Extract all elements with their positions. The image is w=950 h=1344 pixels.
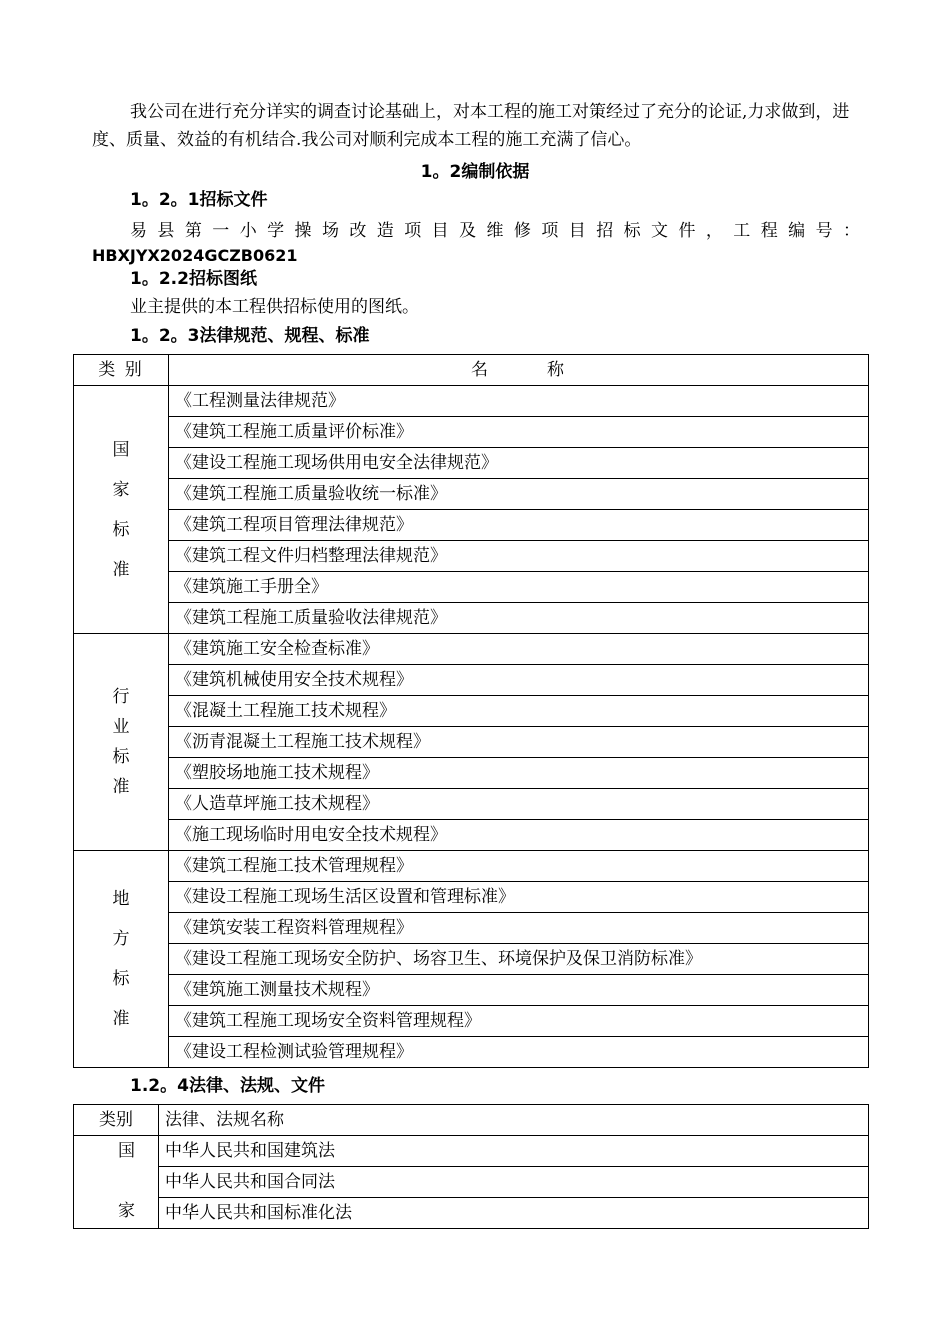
standard-item: 《建设工程施工现场供用电安全法律规范》 — [169, 448, 869, 479]
standard-item: 《建筑施工手册全》 — [169, 572, 869, 603]
table-row — [74, 1006, 869, 1037]
standard-item: 《人造草坪施工技术规程》 — [169, 789, 869, 820]
law-item: 中华人民共和国标准化法 — [159, 1198, 869, 1229]
table-row — [74, 386, 869, 417]
table-row — [74, 572, 869, 603]
project-code: HBXJYX2024GCZB0621 — [92, 246, 298, 265]
standard-item: 《施工现场临时用电安全技术规程》 — [169, 820, 869, 851]
standard-item: 《建筑安装工程资料管理规程》 — [169, 913, 869, 944]
table-row — [74, 1167, 869, 1198]
standard-item: 《建筑施工测量技术规程》 — [169, 975, 869, 1006]
table-row — [74, 479, 869, 510]
table-header-row — [74, 1105, 869, 1136]
standard-item: 《建筑工程文件归档整理法律规范》 — [169, 541, 869, 572]
table-header-row — [74, 355, 869, 386]
standards-table — [73, 354, 869, 1068]
category-industry: 行 业 标 准 — [74, 634, 169, 851]
table-row — [74, 975, 869, 1006]
standard-item: 《建筑工程施工质量验收法律规范》 — [169, 603, 869, 634]
standard-item: 《建设工程检测试验管理规程》 — [169, 1037, 869, 1068]
table-row — [74, 758, 869, 789]
table-row — [74, 510, 869, 541]
standard-item: 《建筑工程施工质量评价标准》 — [169, 417, 869, 448]
laws-table — [73, 1104, 869, 1229]
standard-item: 《建筑工程施工现场安全资料管理规程》 — [169, 1006, 869, 1037]
standard-item: 《建设工程施工现场生活区设置和管理标准》 — [169, 882, 869, 913]
subsection-title-3: 1。2。3法律规范、规程、标准 — [130, 326, 370, 346]
table-row — [74, 665, 869, 696]
intro-paragraph: 我公司在进行充分详实的调查讨论基础上，对本工程的施工对策经过了充分的论证,力求做到，进度、质量、效益的有机结合.我公司对顺利完成本工程的施工充满了信心。 — [92, 102, 850, 150]
table-row — [74, 1136, 869, 1167]
subsection-title-2: 1。2.2招标图纸 — [130, 269, 257, 289]
table-row — [74, 1198, 869, 1229]
standard-item: 《建设工程施工现场安全防护、场容卫生、环境保护及保卫消防标准》 — [169, 944, 869, 975]
drawings-text: 业主提供的本工程供招标使用的图纸。 — [130, 297, 419, 317]
section-title: 1。2编制依据 — [420, 162, 530, 182]
table-row — [74, 541, 869, 572]
header-category: 类 别 — [74, 355, 169, 386]
table-row — [74, 727, 869, 758]
standard-item: 《沥青混凝土工程施工技术规程》 — [169, 727, 869, 758]
standard-item: 《建筑机械使用安全技术规程》 — [169, 665, 869, 696]
table-row — [74, 634, 869, 665]
table-row — [74, 417, 869, 448]
table-row — [74, 789, 869, 820]
subsection-title-1: 1。2。1招标文件 — [130, 190, 268, 210]
category-national: 国 家 — [74, 1136, 159, 1229]
subsection-title-4: 1.2。4法律、法规、文件 — [130, 1076, 325, 1096]
standard-item: 《混凝土工程施工技术规程》 — [169, 696, 869, 727]
standard-item: 《塑胶场地施工技术规程》 — [169, 758, 869, 789]
header-name: 法律、法规名称 — [159, 1105, 869, 1136]
table-row — [74, 1037, 869, 1068]
tender-document-text: 易县第一小学操场改造项目及维修项目招标文件，工程编号： — [130, 221, 860, 241]
header-name: 名 称 — [169, 355, 869, 386]
category-national: 国 家 标 准 — [74, 386, 169, 634]
table-row — [74, 851, 869, 882]
table-row — [74, 944, 869, 975]
table-row — [74, 820, 869, 851]
table-row — [74, 696, 869, 727]
standard-item: 《建筑工程施工质量验收统一标准》 — [169, 479, 869, 510]
table-row — [74, 882, 869, 913]
law-item: 中华人民共和国合同法 — [159, 1167, 869, 1198]
standard-item: 《工程测量法律规范》 — [169, 386, 869, 417]
table-row — [74, 448, 869, 479]
category-local: 地 方 标 准 — [74, 851, 169, 1068]
standard-item: 《建筑工程项目管理法律规范》 — [169, 510, 869, 541]
standard-item: 《建筑施工安全检查标准》 — [169, 634, 869, 665]
standard-item: 《建筑工程施工技术管理规程》 — [169, 851, 869, 882]
table-row — [74, 913, 869, 944]
law-item: 中华人民共和国建筑法 — [159, 1136, 869, 1167]
header-category: 类别 — [74, 1105, 159, 1136]
table-row — [74, 603, 869, 634]
